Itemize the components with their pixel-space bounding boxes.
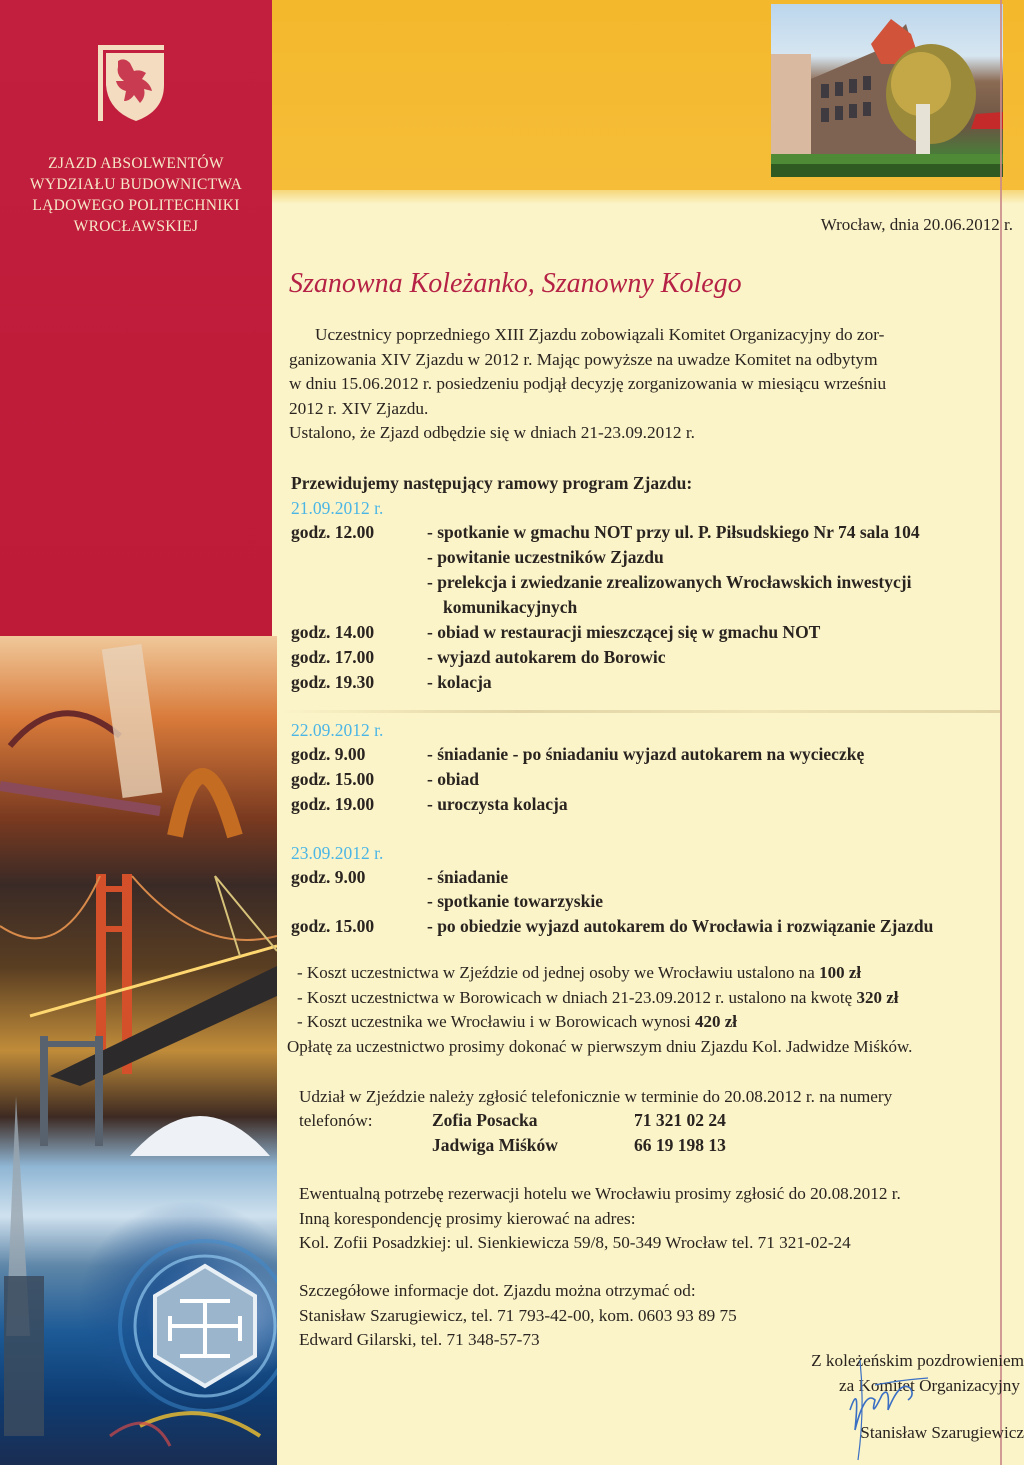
correspondence-address: Kol. Zofii Posadzkiej: ul. Sienkiewicza 59/8, 50-349 Wrocław tel. 71 321-02-24 — [299, 1233, 851, 1252]
entry-activity: komunikacyjnych — [443, 597, 578, 617]
entry-activity: - spotkanie w gmachu NOT przy ul. P. Piłsudskiego Nr 74 sala 104 — [427, 522, 920, 542]
contact-phone: 66 19 198 13 — [634, 1135, 726, 1155]
entry-activity: - prelekcja i zwiedzanie zrealizowanych Wrocławskich inwestycji — [427, 572, 912, 592]
info-section — [299, 1279, 737, 1353]
closing-greeting: Z koleżeńskim pozdrowieniem — [811, 1351, 1024, 1370]
program-entry — [291, 597, 578, 618]
cost-text: - Koszt uczestnictwa w Borowicach w dniach 21-23.09.2012 r. ustalono na kwotę — [297, 987, 857, 1007]
entry-time: godz. 9.00 — [291, 867, 366, 887]
intro-line: ganizowania XIV Zjazdu w 2012 r. Mając powyższe na uwadze Komitet na odbytym — [289, 349, 878, 369]
entry-activity: - obiad w restauracji mieszczącej się w gmachu NOT — [427, 622, 821, 642]
entry-activity: - kolacja — [427, 672, 492, 692]
entry-activity: - obiad — [427, 769, 480, 789]
program-entry — [291, 672, 492, 693]
payment-note: Opłatę za uczestnictwo prosimy dokonać w pierwszym dniu Zjazdu Kol. Jadwidze Miśków. — [287, 1036, 913, 1056]
cost-item — [297, 1010, 912, 1035]
bridge-deck-shape — [50, 966, 277, 1086]
costs-section — [287, 961, 913, 1059]
program-entry — [291, 891, 603, 912]
entry-time: godz. 15.00 — [291, 916, 375, 936]
entry-time: godz. 17.00 — [291, 647, 375, 667]
program-entry — [291, 647, 666, 668]
cost-item — [297, 961, 912, 986]
entry-activity: - po obiedzie wyjazd autokarem do Wrocławia i rozwiązanie Zjazdu — [427, 916, 934, 936]
program-entry — [291, 794, 568, 815]
info-line: Szczegółowe informacje dot. Zjazdu można otrzymać od: — [299, 1281, 696, 1300]
header-band-fade — [272, 190, 1024, 204]
header-red-panel — [0, 0, 272, 636]
hotel-line: Inną korespondencję prosimy kierować na adres: — [299, 1208, 636, 1228]
closing-on-behalf: za Komitet Organizacyjny — [838, 1376, 1020, 1395]
program-entry — [291, 916, 934, 937]
organization-title-line: WYDZIAŁU BUDOWNICTWA — [29, 176, 243, 193]
entry-activity: - śniadanie - po śniadaniu wyjazd autokarem na wycieczkę — [427, 744, 865, 764]
leaning-tower-shape — [102, 644, 162, 798]
entry-activity: - śniadanie — [427, 867, 509, 887]
info-contact: Stanisław Szarugiewicz, tel. 71 793-42-00, kom. 0603 93 89 75 — [299, 1305, 737, 1325]
cost-amount: 320 zł — [856, 987, 899, 1007]
place-and-date: Wrocław, dnia 20.06.2012 r. — [820, 215, 1013, 234]
program-entry — [291, 522, 920, 543]
salutation: Szanowna Koleżanko, Szanowny Kolego — [289, 268, 742, 299]
day-date: 22.09.2012 r. — [291, 720, 384, 740]
registration-text: Udział w Zjeździe należy zgłosić telefonicznie w terminie do 20.08.2012 r. na numery — [299, 1087, 893, 1106]
entry-time: godz. 15.00 — [291, 769, 375, 789]
organization-title — [0, 153, 272, 237]
contact-name: Jadwiga Miśków — [432, 1135, 558, 1155]
organization-title-line: LĄDOWEGO POLITECHNIKI — [32, 197, 240, 214]
program-entry — [291, 572, 912, 593]
contact-name: Zofia Posacka — [432, 1110, 538, 1130]
university-building-photo — [771, 4, 1003, 177]
intro-line: w dniu 15.06.2012 r. posiedzeniu podjął decyzję zorganizowania w miesiącu wrześniu — [289, 374, 887, 393]
entry-time: godz. 19.00 — [291, 794, 375, 814]
contact-phone: 71 321 02 24 — [634, 1110, 726, 1130]
program-entry — [291, 744, 865, 765]
opera-house-shape — [130, 1116, 270, 1156]
organization-title-line: ZJAZD ABSOLWENTÓW — [48, 155, 224, 172]
entry-time: godz. 14.00 — [291, 622, 375, 642]
program-entry — [291, 769, 480, 790]
cost-amount: 100 zł — [819, 963, 862, 982]
entry-activity: - uroczysta kolacja — [427, 794, 568, 814]
phones-label: telefonów: — [299, 1111, 373, 1130]
intro-line: Uczestnicy poprzedniego XIII Zjazdu zobowiązali Komitet Organizacyjny do zor- — [315, 325, 885, 344]
entry-activity: - wyjazd autokarem do Borowic — [427, 647, 666, 667]
entry-activity: - powitanie uczestników Zjazdu — [427, 547, 664, 567]
entry-activity: - spotkanie towarzyskie — [427, 891, 603, 911]
entry-time: godz. 12.00 — [291, 522, 375, 542]
program-entry — [291, 622, 821, 643]
cost-amount: 420 zł — [694, 1012, 737, 1031]
cost-text: - Koszt uczestnictwa w Zjeździe od jednej osoby we Wrocławiu ustalono na — [297, 963, 820, 982]
entry-time: godz. 9.00 — [291, 744, 366, 764]
program-entry — [291, 547, 664, 568]
left-sidebar — [0, 0, 272, 1465]
hotel-section — [299, 1182, 901, 1256]
intro-paragraph — [289, 323, 1013, 446]
organization-title-line: WROCŁAWSKIEJ — [73, 218, 199, 235]
day-date: 23.09.2012 r. — [291, 843, 384, 863]
signatory-name: Stanisław Szarugiewicz — [860, 1423, 1024, 1442]
arch-bridge-shape — [10, 713, 120, 746]
program-entry — [291, 867, 509, 888]
entry-time: godz. 19.30 — [291, 672, 375, 692]
bridges-collage-image — [0, 636, 277, 1465]
steel-arch-shape — [175, 776, 235, 836]
day-date: 21.09.2012 r. — [291, 498, 384, 518]
dates-sentence: Ustalono, że Zjazd odbędzie się w dniach 21-23.09.2012 r. — [289, 423, 695, 442]
silesian-eagle-shield-icon — [96, 43, 168, 123]
cost-item — [297, 986, 912, 1011]
handwritten-signature-icon — [820, 1340, 930, 1465]
cost-text: - Koszt uczestnika we Wrocławiu i w Borowicach wynosi — [297, 1012, 695, 1031]
hotel-line: Ewentualną potrzebę rezerwacji hotelu we Wrocławiu prosimy zgłosić do 20.08.2012 r. — [299, 1184, 901, 1203]
info-contact: Edward Gilarski, tel. 71 348-57-73 — [299, 1330, 540, 1349]
paper-crease — [280, 710, 1000, 713]
program-heading: Przewidujemy następujący ramowy program Zjazdu: — [291, 473, 693, 493]
intro-line: 2012 r. XIV Zjazdu. — [289, 398, 429, 418]
